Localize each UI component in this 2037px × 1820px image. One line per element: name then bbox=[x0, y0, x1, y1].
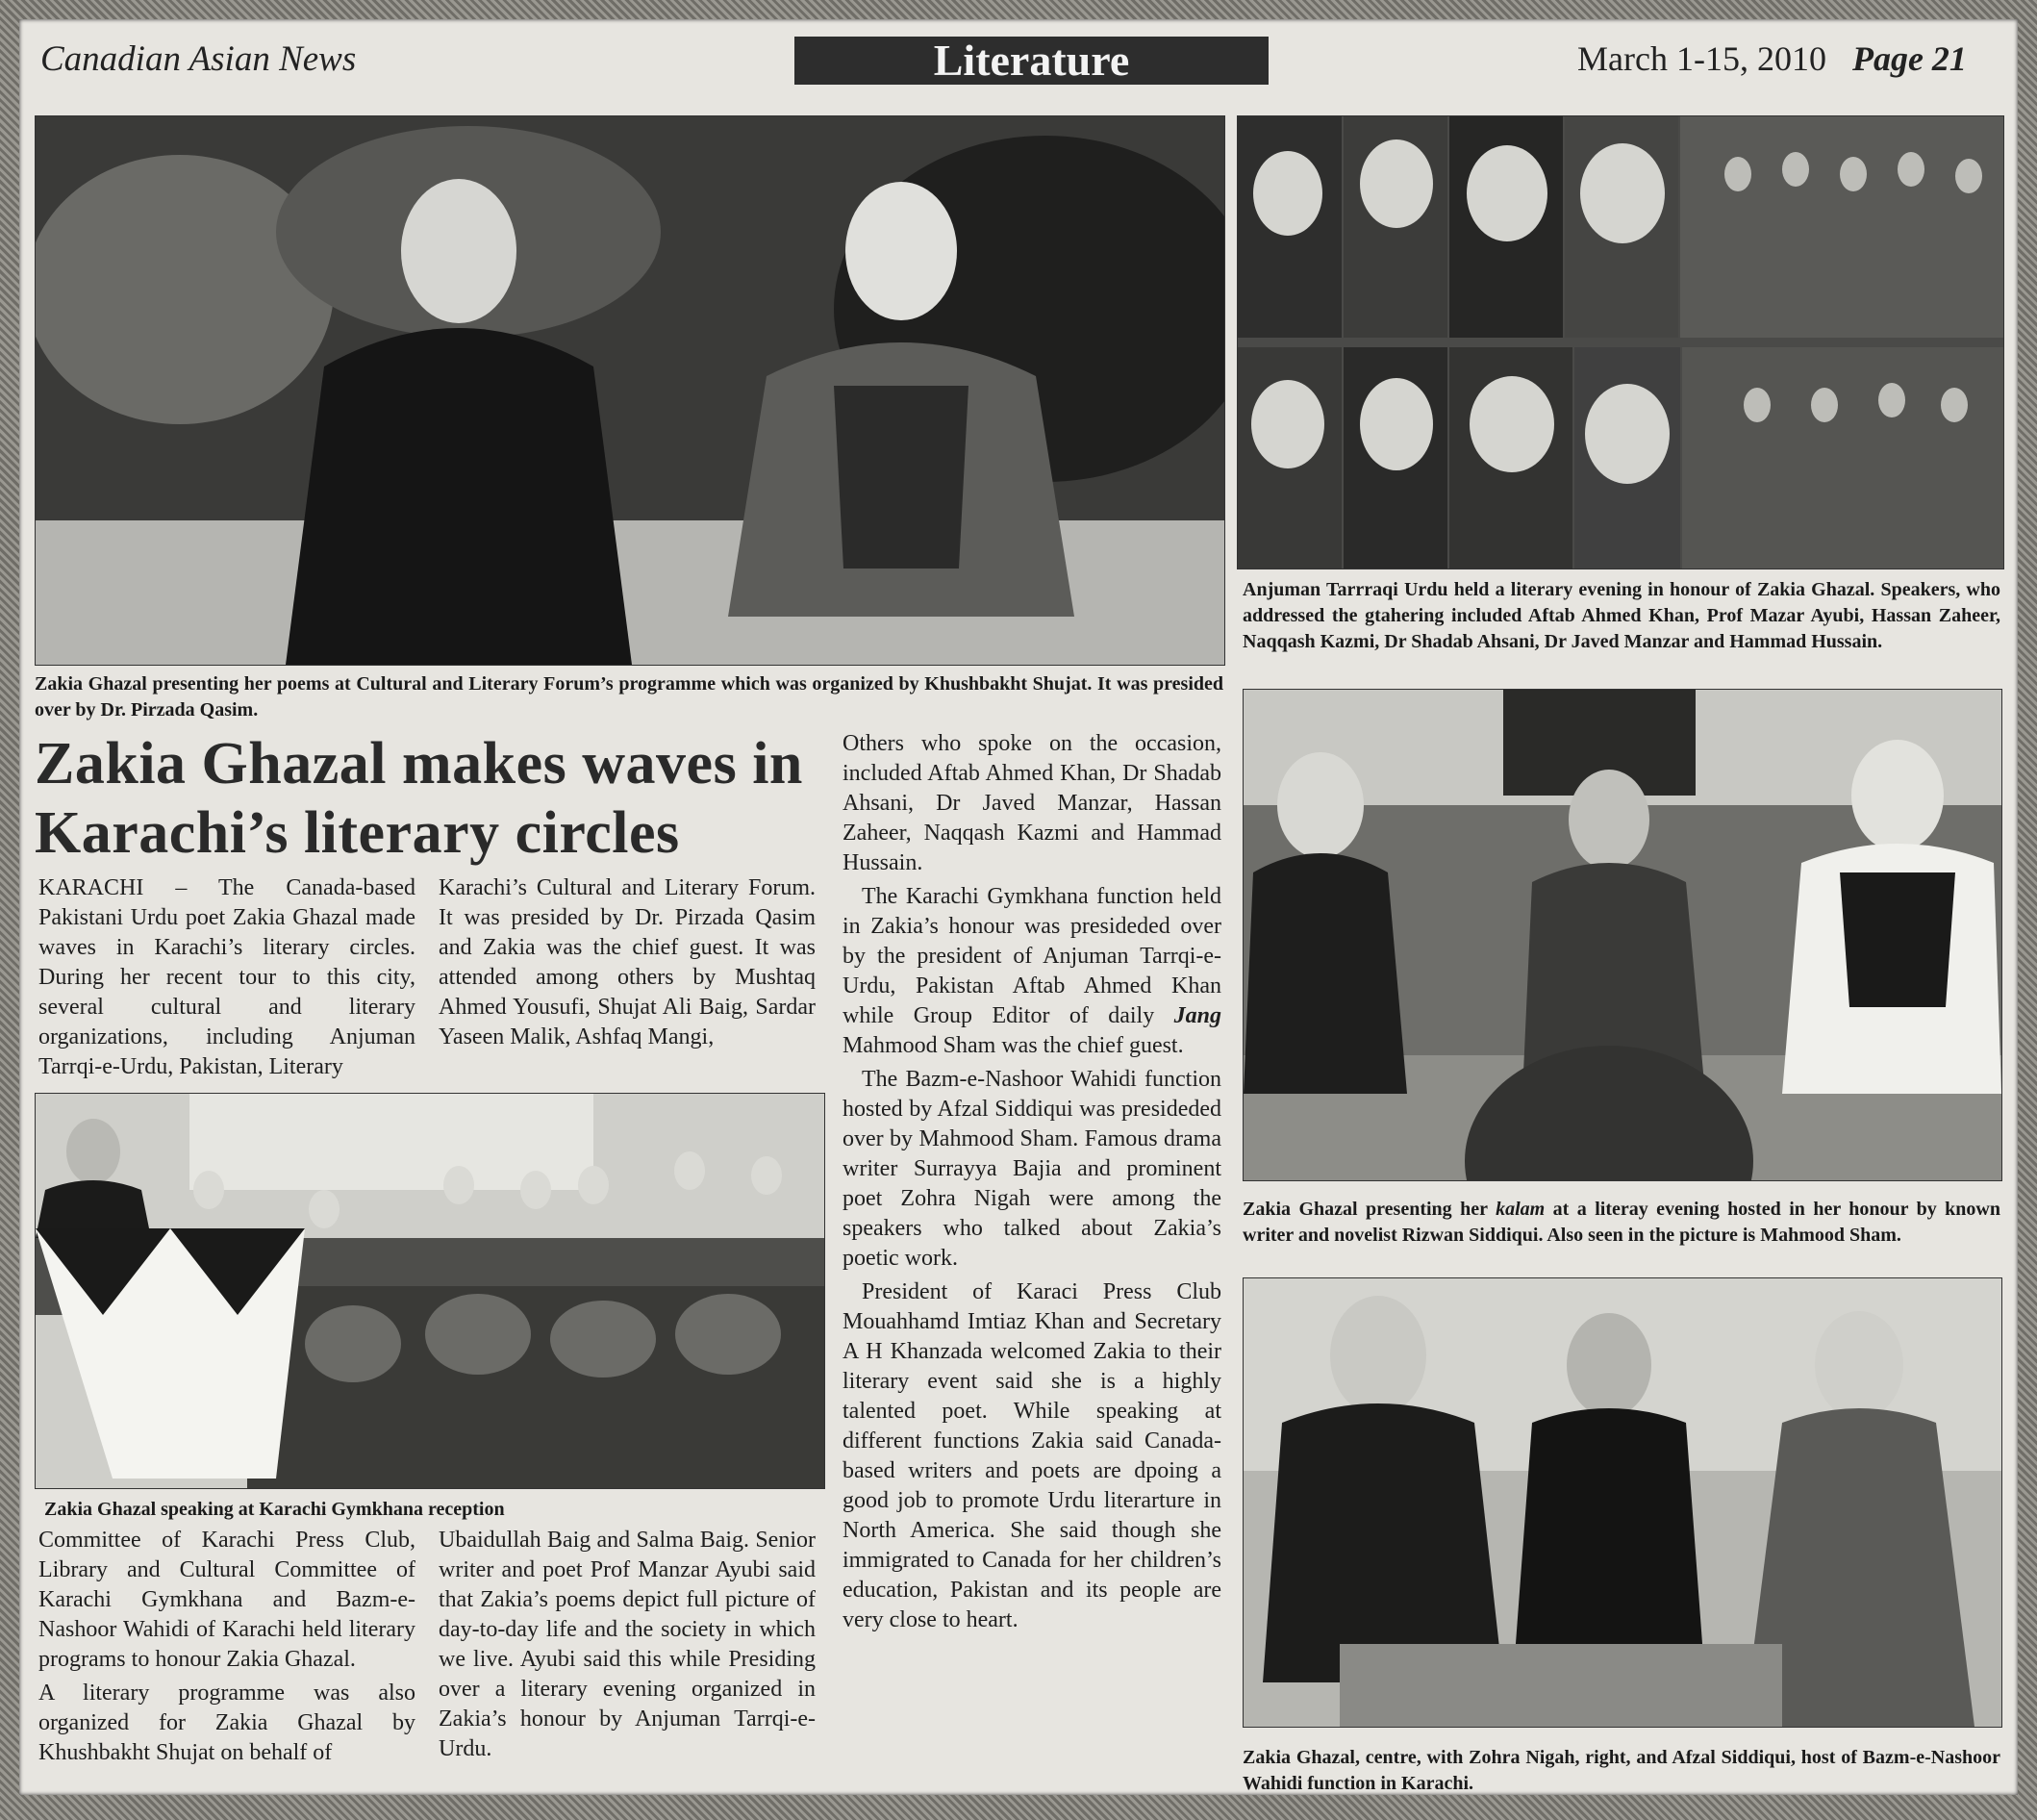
gymkhana-photo-image bbox=[36, 1094, 824, 1488]
bazm-photo-caption: Zakia Ghazal, centre, with Zohra Nigah, right, and Afzal Siddiqui, host of Bazm-e-Nashoor Wahidi function in Karachi. bbox=[1243, 1747, 2000, 1794]
issue-date: March 1-15, 2010 bbox=[1577, 39, 1826, 78]
anjuman-collage-photo bbox=[1237, 115, 2004, 569]
anjuman-collage-caption: Anjuman Tarrraqi Urdu held a literary evening in honour of Zakia Ghazal. Speakers, who addressed the gtahering included Aftab Ahmed Khan, Prof Mazar Ayubi, Hassan Zaheer, Naqqash Kazmi, Dr Shadab Ahsani, Dr Javed Manzar and Hammad Hussain. bbox=[1243, 579, 2000, 652]
article-col3-p3: The Bazm-e-Nashoor Wahidi function hosted by Afzal Siddiqui was presideded over by Mahmood Sham. Famous drama writer Surrayya Bajia and prominent poet Zohra Nigah were among the speakers who talked about Zakia’s poetic work. bbox=[842, 1067, 1221, 1271]
kalam-photo-caption bbox=[1243, 1197, 2000, 1249]
article-col2-bottom bbox=[439, 1526, 816, 1768]
publication-name: Canadian Asian News bbox=[40, 39, 357, 79]
article-col3-p2-em: Jang bbox=[1173, 1003, 1221, 1028]
gymkhana-photo bbox=[35, 1093, 825, 1489]
gymkhana-photo-caption: Zakia Ghazal speaking at Karachi Gymkhana reception bbox=[44, 1499, 505, 1520]
kalam-caption-part2: at a literay evening hosted in her honour by known writer and novelist Rizwan Siddiqui. Also seen in the picture is Mahmood Sham. bbox=[1243, 1199, 2000, 1246]
page-number: Page 21 bbox=[1851, 39, 1967, 78]
article-col3-p4: President of Karaci Press Club Mouahhamd Imtiaz Khan and Secretary A H Khanzada welcomed Zakia to their literary event said she is a highly talented poet. While speaking at different functions Zakia said Canada-based writers and poets are dpoing a good job to promote Urdu literarture in North America. She said though she immigrated to Canada for her children’s education, Pakistan and its people are very close to heart. bbox=[842, 1279, 1221, 1632]
article-col2-top bbox=[439, 873, 816, 1056]
newspaper-page bbox=[19, 19, 2018, 1795]
issue-info bbox=[1577, 38, 1967, 79]
section-title: Literature bbox=[794, 37, 1269, 85]
article-col1-bottom-text-a: Committee of Karachi Press Club, Library and Cultural Committee of Karachi Gymkhana and Bazm-e-Nashoor Wahidi of Karachi held literary programs to honour Zakia Ghazal. bbox=[38, 1528, 415, 1672]
kalam-caption-part1: Zakia Ghazal presenting her bbox=[1243, 1199, 1496, 1220]
article-headline: Zakia Ghazal makes waves in Karachi’s literary circles bbox=[35, 731, 803, 866]
article-col3-p2-b: Mahmood Sham was the chief guest. bbox=[842, 1033, 1184, 1058]
article-col2-bottom-text: Ubaidullah Baig and Salma Baig. Senior writer and poet Prof Manzar Ayubi said that Zakia’s poems depict full picture of day-to-day life and the society in which we live. Ayubi said this while Presiding over a literary evening organized in Zakia’s honour by Anjuman Tarrqi-e-Urdu. bbox=[439, 1528, 816, 1761]
article-col1-top bbox=[38, 873, 415, 1086]
kalam-photo-image bbox=[1244, 690, 2001, 1180]
article-col3-p2 bbox=[842, 882, 1221, 1061]
article-col2-top-text: Karachi’s Cultural and Literary Forum. It was presided by Dr. Pirzada Qasim and Zakia was the chief guest. It was attended among others by Mushtaq Ahmed Yousufi, Shujat Ali Baig, Sardar Yaseen Malik, Ashfaq Mangi, bbox=[439, 875, 816, 1049]
article-col1-bottom bbox=[38, 1526, 415, 1772]
article-col1-bottom-text-b: A literary programme was also organized for Zakia Ghazal by Khushbakht Shujat on behalf of bbox=[38, 1681, 415, 1765]
article-col3-p1: Others who spoke on the occasion, included Aftab Ahmed Khan, Dr Shadab Ahsani, Dr Javed Manzar, Hassan Zaheer, Naqqash Kazmi and Hammad Hussain. bbox=[842, 731, 1221, 875]
forum-photo-image bbox=[36, 116, 1224, 665]
bazm-photo-image bbox=[1244, 1278, 2001, 1727]
kalam-photo bbox=[1243, 689, 2002, 1181]
article-col3 bbox=[842, 729, 1221, 1639]
kalam-caption-emphasis: kalam bbox=[1496, 1199, 1546, 1220]
article-col3-p2-a: The Karachi Gymkhana function held in Zakia’s honour was presideded over by the president of Anjuman Tarrqi-e-Urdu, Pakistan Aftab Ahmed Khan while Group Editor of daily bbox=[842, 884, 1221, 1028]
forum-photo bbox=[35, 115, 1225, 666]
bazm-photo bbox=[1243, 1277, 2002, 1728]
anjuman-collage-image bbox=[1238, 116, 2003, 569]
forum-photo-caption: Zakia Ghazal presenting her poems at Cultural and Literary Forum’s programme which was organized by Khushbakht Shujat. It was presided over by Dr. Pirzada Qasim. bbox=[35, 673, 1223, 720]
article-col1-top-text: KARACHI – The Canada-based Pakistani Urdu poet Zakia Ghazal made waves in Karachi’s literary circles. During her recent tour to this city, several cultural and literary organizations, including Anjuman Tarrqi-e-Urdu, Pakistan, Literary bbox=[38, 875, 415, 1079]
